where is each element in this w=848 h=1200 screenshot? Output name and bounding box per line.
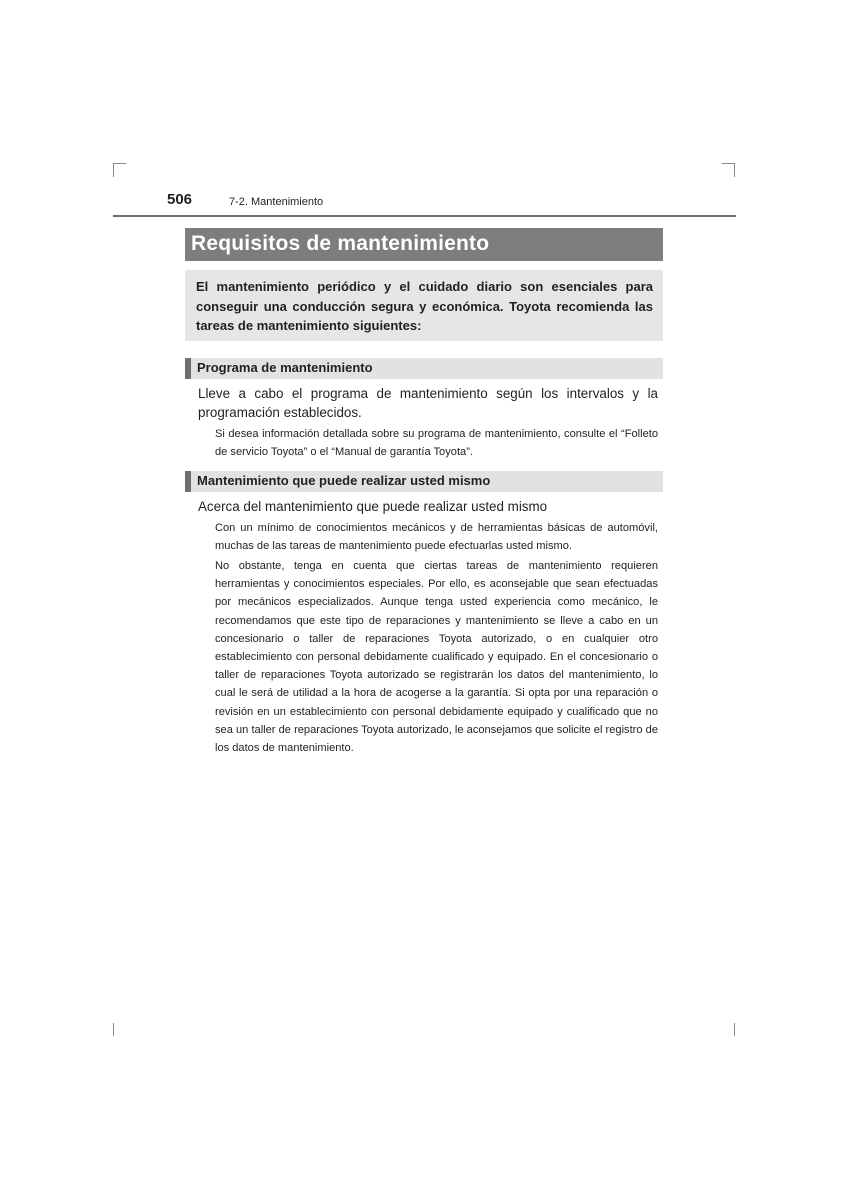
section-usted-mismo-body: Acerca del mantenimiento que puede realizar usted mismo [198, 499, 548, 514]
crop-mark-bottom-left-v [113, 1023, 114, 1036]
section-heading-programa: Programa de mantenimiento [185, 358, 663, 379]
section-usted-mismo-para2: No obstante, tenga en cuenta que ciertas tareas de mantenimiento requieren herramientas y conocimientos especiales. Por ello, es aconsejable que sean efectuadas por mecánicos especializados. Aunque tenga usted experiencia como mecánico, le recomendamos que este tipo de reparaciones y mantenimiento se lleve a cabo en un concesionario o taller de reparaciones Toyota autorizado, o en cualquier otro establecimiento con personal debidamente cualificado y equipado. En el concesionario o taller de reparaciones Toyota autorizado se registrarán los datos del mantenimiento, lo cual le será de utilidad a la hora de acogerse a la garantía. Si opta por una reparación o revisión en un establecimiento con personal debidamente equipado y cualificado que no sea un taller de reparaciones Toyota autorizado, le aconsejamos que solicite el registro de los datos de mantenimiento. [215, 560, 658, 755]
header-rule [113, 215, 736, 217]
crop-mark-top-left-v [113, 163, 114, 177]
section-heading-usted-mismo: Mantenimiento que puede realizar usted mismo [185, 471, 663, 492]
section-usted-mismo-para1: Con un mínimo de conocimientos mecánicos y de herramientas básicas de automóvil, muchas de las tareas de mantenimiento puede efectuarlas usted mismo. [215, 522, 658, 553]
page-number: 506 [167, 191, 193, 208]
section-label: 7-2. Mantenimiento [229, 196, 324, 208]
crop-mark-bottom-right-v [734, 1023, 735, 1036]
page-title: Requisitos de mantenimiento [185, 228, 663, 261]
section-programa-note: Si desea información detallada sobre su programa de mantenimiento, consulte el “Folleto de servicio Toyota” o el “Manual de garantía Toyota”. [215, 428, 658, 459]
crop-mark-top-right-v [734, 163, 735, 177]
intro-box: El mantenimiento periódico y el cuidado diario son esenciales para conseguir una conducción segura y económica. Toyota recomienda las tareas de mantenimiento siguientes: [185, 270, 663, 341]
crop-mark-top-left-h [113, 163, 126, 164]
section-programa-body: Lleve a cabo el programa de mantenimiento según los intervalos y la programación establecidos. [198, 386, 658, 420]
